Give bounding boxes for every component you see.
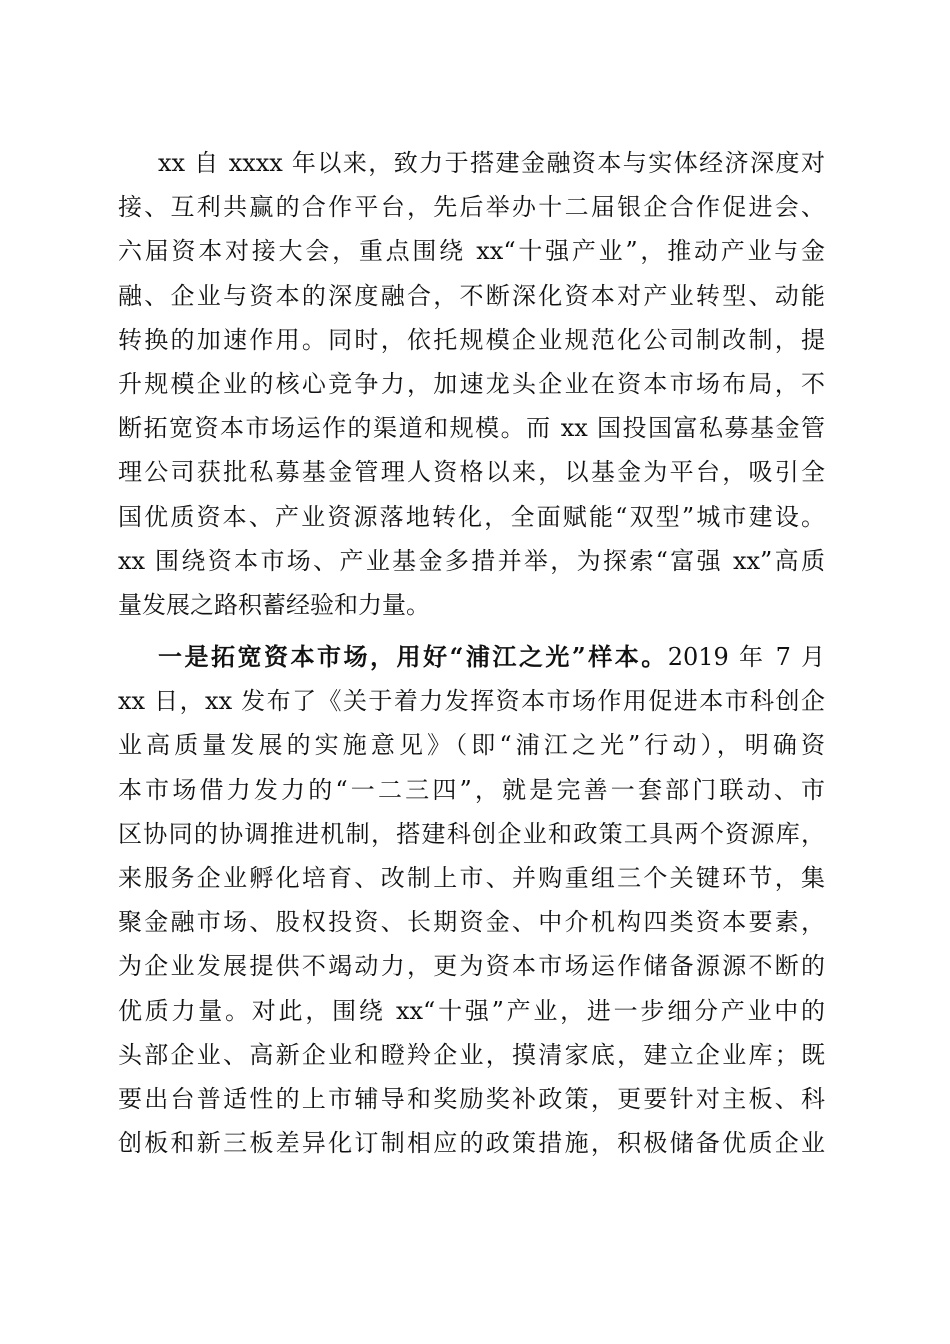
paragraph-line: 为企业发展提供不竭动力，更为资本市场运作储备源源不断的 [118, 952, 825, 981]
paragraph-line: 头部企业、高新企业和瞪羚企业，摸清家底，建立企业库；既 [118, 1040, 825, 1069]
paragraph-line: 量发展之路积蓄经验和力量。 [118, 590, 430, 619]
paragraph-line: 要出台普适性的上市辅导和奖励奖补政策，更要针对主板、科 [118, 1084, 825, 1113]
paragraph-line: 融、企业与资本的深度融合，不断深化资本对产业转型、动能 [118, 281, 825, 310]
paragraph-line: 业高质量发展的实施意见》（即“浦江之光”行动），明确资 [118, 731, 825, 760]
paragraph-line: 聚金融市场、股权投资、长期资金、中介机构四类资本要素， [118, 908, 825, 937]
paragraph-line: 本市场借力发力的“一二三四”，就是完善一套部门联动、市 [118, 775, 825, 804]
paragraph-line: 升规模企业的核心竞争力，加速龙头企业在资本市场布局，不 [118, 369, 825, 398]
paragraph-line: 六届资本对接大会，重点围绕 xx“十强产业”，推动产业与金 [118, 237, 825, 266]
paragraph-line: 国优质资本、产业资源落地转化，全面赋能“双型”城市建设。 [118, 502, 825, 531]
paragraph-line: 优质力量。对此，围绕 xx“十强”产业，进一步细分产业中的 [118, 996, 825, 1025]
paragraph-line: xx 日，xx 发布了《关于着力发挥资本市场作用促进本市科创企 [118, 687, 825, 716]
paragraph-capital-market [118, 635, 825, 1165]
paragraph-line: 区协同的协调推进机制，搭建科创企业和政策工具两个资源库， [118, 819, 825, 848]
heading-followup-text: 2019 年 7 月 [667, 643, 826, 671]
paragraph-line: 来服务企业孵化培育、改制上市、并购重组三个关键环节，集 [118, 863, 825, 892]
paragraph-line: xx 围绕资本市场、产业基金多措并举，为探索“富强 xx”高质 [118, 546, 825, 575]
paragraph-line: 接、互利共赢的合作平台，先后举办十二届银企合作促进会、 [118, 193, 825, 222]
paragraph-line: 断拓宽资本市场运作的渠道和规模。而 xx 国投国富私募基金管 [118, 414, 825, 443]
paragraph-line: xx 自 xxxx 年以来，致力于搭建金融资本与实体经济深度对 [158, 149, 825, 177]
paragraph-line: 创板和新三板差异化订制相应的政策措施，积极储备优质企业 [118, 1129, 825, 1158]
paragraph-line: 转换的加速作用。同时，依托规模企业规范化公司制改制，提 [118, 325, 825, 354]
section-heading: 一是拓宽资本市场，用好“浦江之光”样本。 [158, 642, 668, 671]
paragraph-line: 理公司获批私募基金管理人资格以来，以基金为平台，吸引全 [118, 458, 825, 487]
paragraph-intro [118, 141, 825, 627]
paragraph-line [118, 635, 825, 679]
